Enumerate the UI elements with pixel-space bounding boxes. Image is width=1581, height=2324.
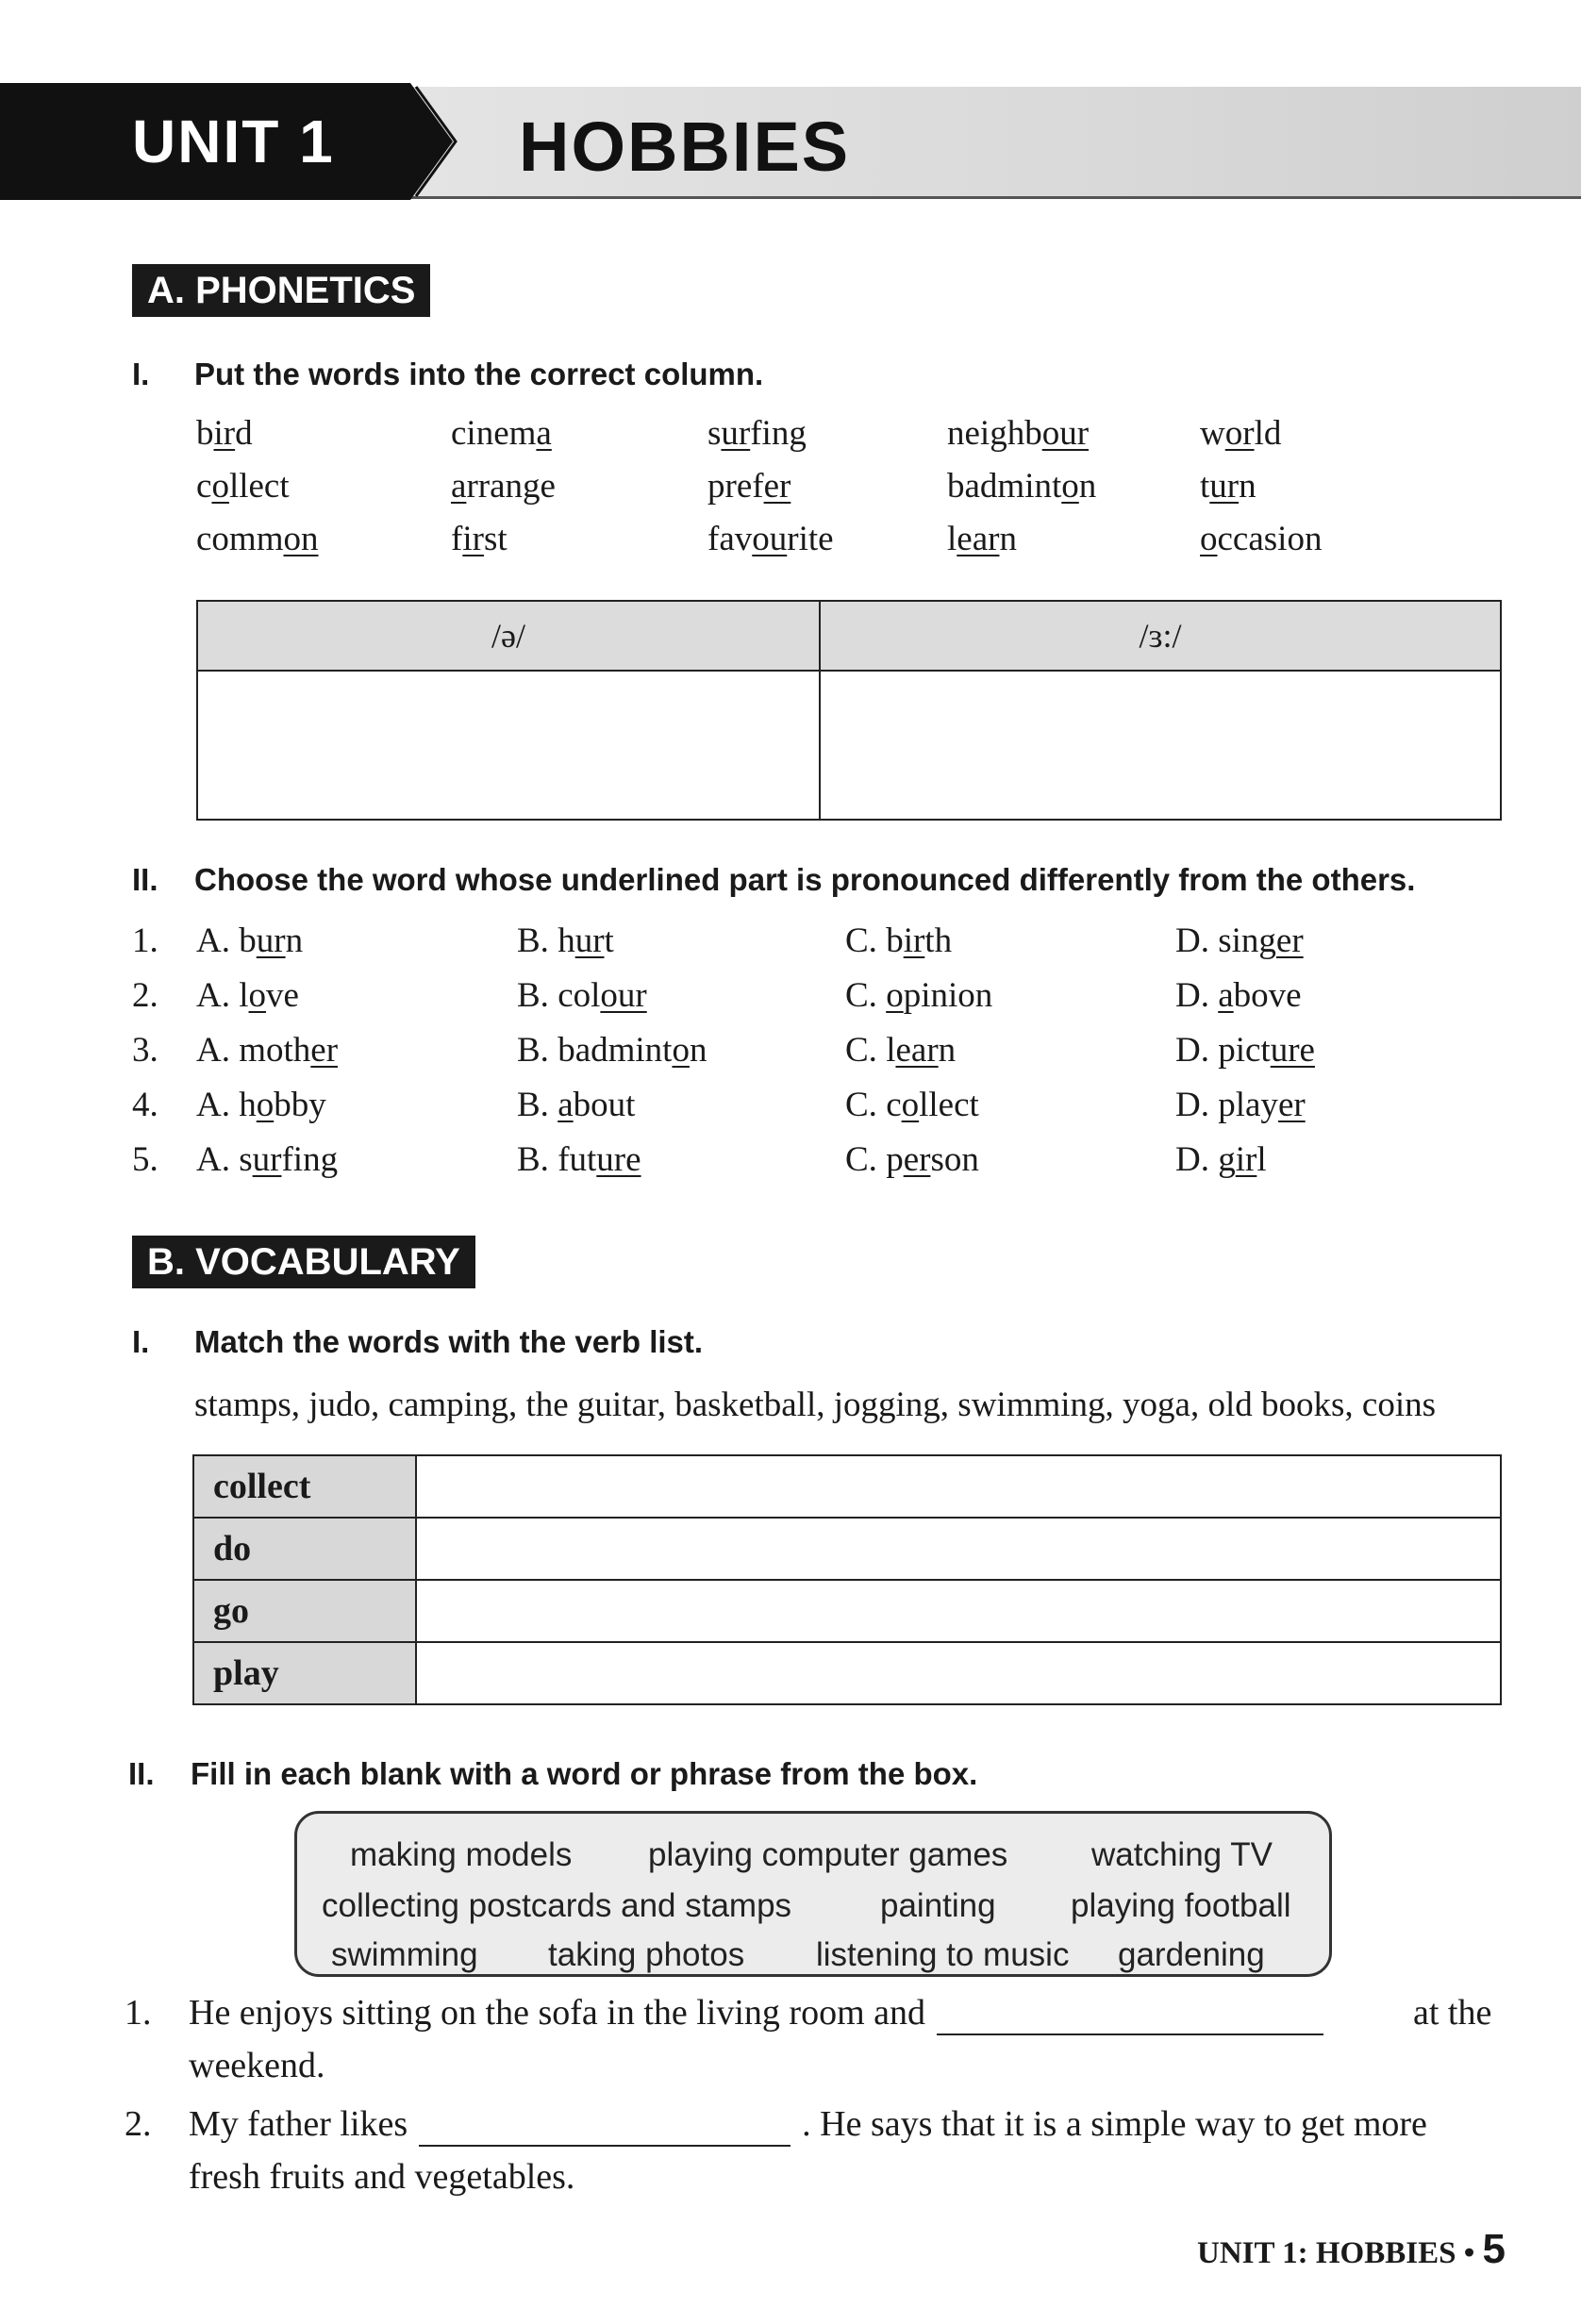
word-part: th (924, 921, 953, 960)
phonetic-word (1200, 519, 1322, 559)
option-letter: A. (196, 976, 230, 1015)
word-box-item: watching TV (1091, 1836, 1273, 1873)
answer-option[interactable] (517, 975, 647, 1016)
answer-option[interactable] (1175, 975, 1302, 1016)
word-part: g (1218, 1140, 1236, 1179)
exercise-instruction: II. Fill in each blank with a word or phrase from the box. (128, 1756, 978, 1791)
verb-answer-cell[interactable] (416, 1642, 1501, 1704)
word-part: l (239, 976, 249, 1015)
word-part: comm (196, 520, 284, 558)
answer-option[interactable] (196, 1139, 338, 1180)
sentence-line (189, 2103, 1427, 2147)
chevron-right-icon (382, 83, 458, 200)
option-letter: B. (517, 1031, 549, 1070)
word-box-item: painting (880, 1887, 996, 1924)
word-part: b (886, 921, 904, 960)
phonetic-word (451, 519, 508, 559)
exercise-instruction: I. Match the words with the verb list. (132, 1324, 704, 1359)
underlined-part: o (901, 1086, 920, 1124)
word-box-item: listening to music (816, 1936, 1070, 1973)
option-letter: B. (517, 921, 549, 960)
word-part: l (947, 520, 957, 558)
option-letter: A. (196, 921, 230, 960)
sentence-text: My father likes (189, 2104, 408, 2144)
answer-option[interactable] (196, 1085, 326, 1125)
phonetic-word (707, 413, 807, 454)
underlined-part: or (1224, 414, 1255, 453)
word-part: p (886, 1140, 904, 1179)
word-box (294, 1811, 1332, 1977)
word-part: ccasion (1217, 520, 1323, 558)
underlined-part: er (310, 1031, 339, 1070)
verb-answer-cell[interactable] (416, 1580, 1501, 1642)
answer-option[interactable] (517, 1030, 707, 1071)
word-part: b (239, 921, 257, 960)
underlined-part: ir (903, 921, 925, 960)
underlined-part: on (283, 520, 319, 558)
word-part: n (999, 520, 1017, 558)
word-part: n (285, 921, 304, 960)
word-part: col (558, 976, 601, 1015)
option-letter: A. (196, 1086, 230, 1124)
word-part: sing (1218, 921, 1276, 960)
unit-label: UNIT 1 (0, 83, 406, 200)
word-part: badmint (947, 467, 1062, 506)
word-part: rrange (466, 467, 556, 506)
underlined-part: a (558, 1086, 574, 1124)
phonetic-word (707, 466, 790, 506)
option-letter: B. (517, 976, 549, 1015)
word-part: t (604, 921, 614, 960)
phonetic-word (1200, 466, 1256, 506)
word-part: n (1239, 467, 1256, 506)
word-part: cinem (451, 414, 537, 453)
word-box-item: playing football (1071, 1887, 1291, 1924)
word-part: h (558, 921, 575, 960)
underlined-part: our (600, 976, 647, 1015)
verb-cell: collect (193, 1455, 416, 1518)
question-number: 3. (132, 1031, 158, 1070)
phonetic-word (947, 519, 1017, 559)
answer-option[interactable] (517, 921, 614, 961)
word-part: bove (1233, 976, 1302, 1015)
underlined-part: a (1218, 976, 1234, 1015)
option-letter: D. (1175, 1031, 1209, 1070)
option-letter: C. (845, 1086, 877, 1124)
verb-answer-cell[interactable] (416, 1455, 1501, 1518)
word-box-item: collecting postcards and stamps (322, 1887, 792, 1924)
phonetic-word (451, 466, 556, 506)
word-part: llect (228, 467, 290, 506)
phonetic-word (451, 413, 552, 454)
word-part: bout (573, 1086, 636, 1124)
word-part: moth (239, 1031, 311, 1070)
verb-cell: do (193, 1518, 416, 1580)
sentence-number: 2. (125, 2104, 152, 2144)
word-part: pinion (903, 976, 993, 1015)
word-part: badmint (558, 1031, 673, 1070)
sentence-text: at the (1413, 1993, 1492, 2033)
underlined-part: ear (957, 520, 1000, 558)
answer-option[interactable] (845, 1085, 979, 1125)
option-letter: D. (1175, 976, 1209, 1015)
word-box-item: playing computer games (648, 1836, 1008, 1873)
word-part: fing (281, 1140, 339, 1179)
word-part: n (1078, 467, 1097, 506)
word-part: ld (1254, 414, 1282, 453)
phonetic-word (196, 413, 253, 454)
word-part: rite (787, 520, 834, 558)
answer-option[interactable] (196, 975, 299, 1016)
column-header-schwa: /ə/ (197, 601, 820, 671)
answer-blank[interactable] (419, 2103, 790, 2147)
answer-option[interactable] (196, 1030, 338, 1071)
column-header-er: /ɜ:/ (820, 601, 1501, 671)
underlined-part: o (256, 1086, 275, 1124)
unit-header (0, 83, 1581, 206)
option-letter: A. (196, 1031, 230, 1070)
word-part: bby (274, 1086, 326, 1124)
question-number: 2. (132, 976, 158, 1015)
phonetic-word (947, 466, 1096, 506)
word-part: n (938, 1031, 957, 1070)
answer-option[interactable] (1175, 1030, 1315, 1071)
word-part: son (930, 1140, 979, 1179)
option-letter: B. (517, 1140, 549, 1179)
verb-table (192, 1454, 1502, 1705)
answer-option[interactable] (1175, 1139, 1267, 1180)
underlined-part: o (211, 467, 229, 506)
word-part: n (689, 1031, 707, 1070)
underlined-part: ur (574, 921, 605, 960)
underlined-part: er (1275, 921, 1304, 960)
sentence-line: weekend. (189, 2046, 325, 2085)
verb-cell: go (193, 1580, 416, 1642)
word-part: d (235, 414, 253, 453)
word-part: pref (707, 467, 764, 506)
footer-text: UNIT 1: HOBBIES • (1196, 2236, 1475, 2270)
word-box-item: taking photos (548, 1936, 745, 1973)
sentence-number: 1. (125, 1993, 152, 2033)
underlined-part: ur (721, 414, 751, 453)
phonetic-word (196, 519, 318, 559)
answer-option[interactable] (845, 975, 992, 1016)
answer-option[interactable] (845, 1139, 979, 1180)
answer-option[interactable] (517, 1139, 641, 1180)
underlined-part: ure (596, 1140, 641, 1179)
word-part: neighb (947, 414, 1042, 453)
word-box-item: making models (350, 1836, 573, 1873)
option-letter: C. (845, 1031, 877, 1070)
word-part: fing (750, 414, 807, 453)
question-number: 5. (132, 1140, 158, 1179)
word-part: s (239, 1140, 253, 1179)
word-part: s (707, 414, 722, 453)
word-part: st (483, 520, 508, 558)
word-part: w (1200, 414, 1225, 453)
underlined-part: er (1277, 1086, 1306, 1124)
sentence-text: He enjoys sitting on the sofa in the living room and (189, 1993, 926, 2033)
underlined-part: er (763, 467, 791, 506)
underlined-part: a (451, 467, 467, 506)
question-number: 1. (132, 921, 158, 960)
option-letter: D. (1175, 1140, 1209, 1179)
page-number: 5 (1482, 2226, 1506, 2272)
question-number: 4. (132, 1086, 158, 1124)
underlined-part: ou (752, 520, 788, 558)
page-footer (1197, 2226, 1506, 2273)
underlined-part: our (1041, 414, 1090, 453)
underlined-part: o (886, 976, 904, 1015)
verb-cell: play (193, 1642, 416, 1704)
exercise-instruction: II. Choose the word whose underlined part is pronounced differently from the others. (132, 862, 1416, 897)
option-letter: C. (845, 976, 877, 1015)
answer-option[interactable] (517, 1085, 635, 1125)
underlined-part: er (903, 1140, 931, 1179)
underlined-part: o (672, 1031, 690, 1070)
section-phonetics-label: A. PHONETICS (132, 264, 430, 317)
phonetic-word (196, 466, 290, 506)
answer-option[interactable] (1175, 921, 1304, 961)
word-part: c (196, 467, 212, 506)
sentence-line (189, 1992, 1335, 2035)
answer-option[interactable] (1175, 1085, 1306, 1125)
exercise-instruction: I. Put the words into the correct column. (132, 357, 764, 391)
word-part: f (451, 520, 463, 558)
underlined-part: o (1061, 467, 1079, 506)
underlined-part: a (536, 414, 552, 453)
verb-answer-cell[interactable] (416, 1518, 1501, 1580)
phonetic-word (947, 413, 1089, 454)
answer-blank[interactable] (937, 1992, 1323, 2035)
answer-cell-er[interactable] (820, 671, 1501, 820)
word-part: ve (266, 976, 299, 1015)
underlined-part: ear (895, 1031, 939, 1070)
underlined-part: ur (1209, 467, 1240, 506)
word-box-item: gardening (1118, 1936, 1265, 1973)
phonetic-columns-table (196, 600, 1502, 821)
option-letter: D. (1175, 921, 1209, 960)
word-part: h (239, 1086, 257, 1124)
option-letter: A. (196, 1140, 230, 1179)
word-part: fav (707, 520, 753, 558)
answer-option[interactable] (845, 921, 952, 961)
underlined-part: ir (213, 414, 236, 453)
word-part: play (1218, 1086, 1278, 1124)
answer-cell-schwa[interactable] (197, 671, 820, 820)
underlined-part: ir (462, 520, 484, 558)
word-list: stamps, judo, camping, the guitar, basketball, jogging, swimming, yoga, old books, coins (194, 1386, 1436, 1424)
option-letter: C. (845, 921, 877, 960)
option-letter: C. (845, 1140, 877, 1179)
answer-option[interactable] (845, 1030, 956, 1071)
answer-option[interactable] (196, 921, 303, 961)
option-letter: B. (517, 1086, 549, 1124)
phonetic-word (1200, 413, 1281, 454)
underlined-part: ir (1235, 1140, 1257, 1179)
word-part: llect (919, 1086, 979, 1124)
word-part: c (886, 1086, 902, 1124)
section-vocabulary-label: B. VOCABULARY (132, 1236, 475, 1288)
underlined-part: o (248, 976, 267, 1015)
word-part: l (886, 1031, 896, 1070)
word-part: fut (558, 1140, 597, 1179)
underlined-part: o (1200, 520, 1218, 558)
sentence-text: . He says that it is a simple way to get more (802, 2104, 1427, 2144)
word-box-item: swimming (331, 1936, 478, 1973)
unit-title: HOBBIES (519, 108, 851, 186)
phonetic-word (707, 519, 834, 559)
word-part: b (196, 414, 214, 453)
underlined-part: ur (256, 921, 286, 960)
option-letter: D. (1175, 1086, 1209, 1124)
underlined-part: ure (1270, 1031, 1315, 1070)
word-part: t (1200, 467, 1210, 506)
word-part: l (1256, 1140, 1267, 1179)
sentence-line: fresh fruits and vegetables. (189, 2157, 575, 2197)
word-part: pict (1218, 1031, 1271, 1070)
underlined-part: ur (252, 1140, 282, 1179)
